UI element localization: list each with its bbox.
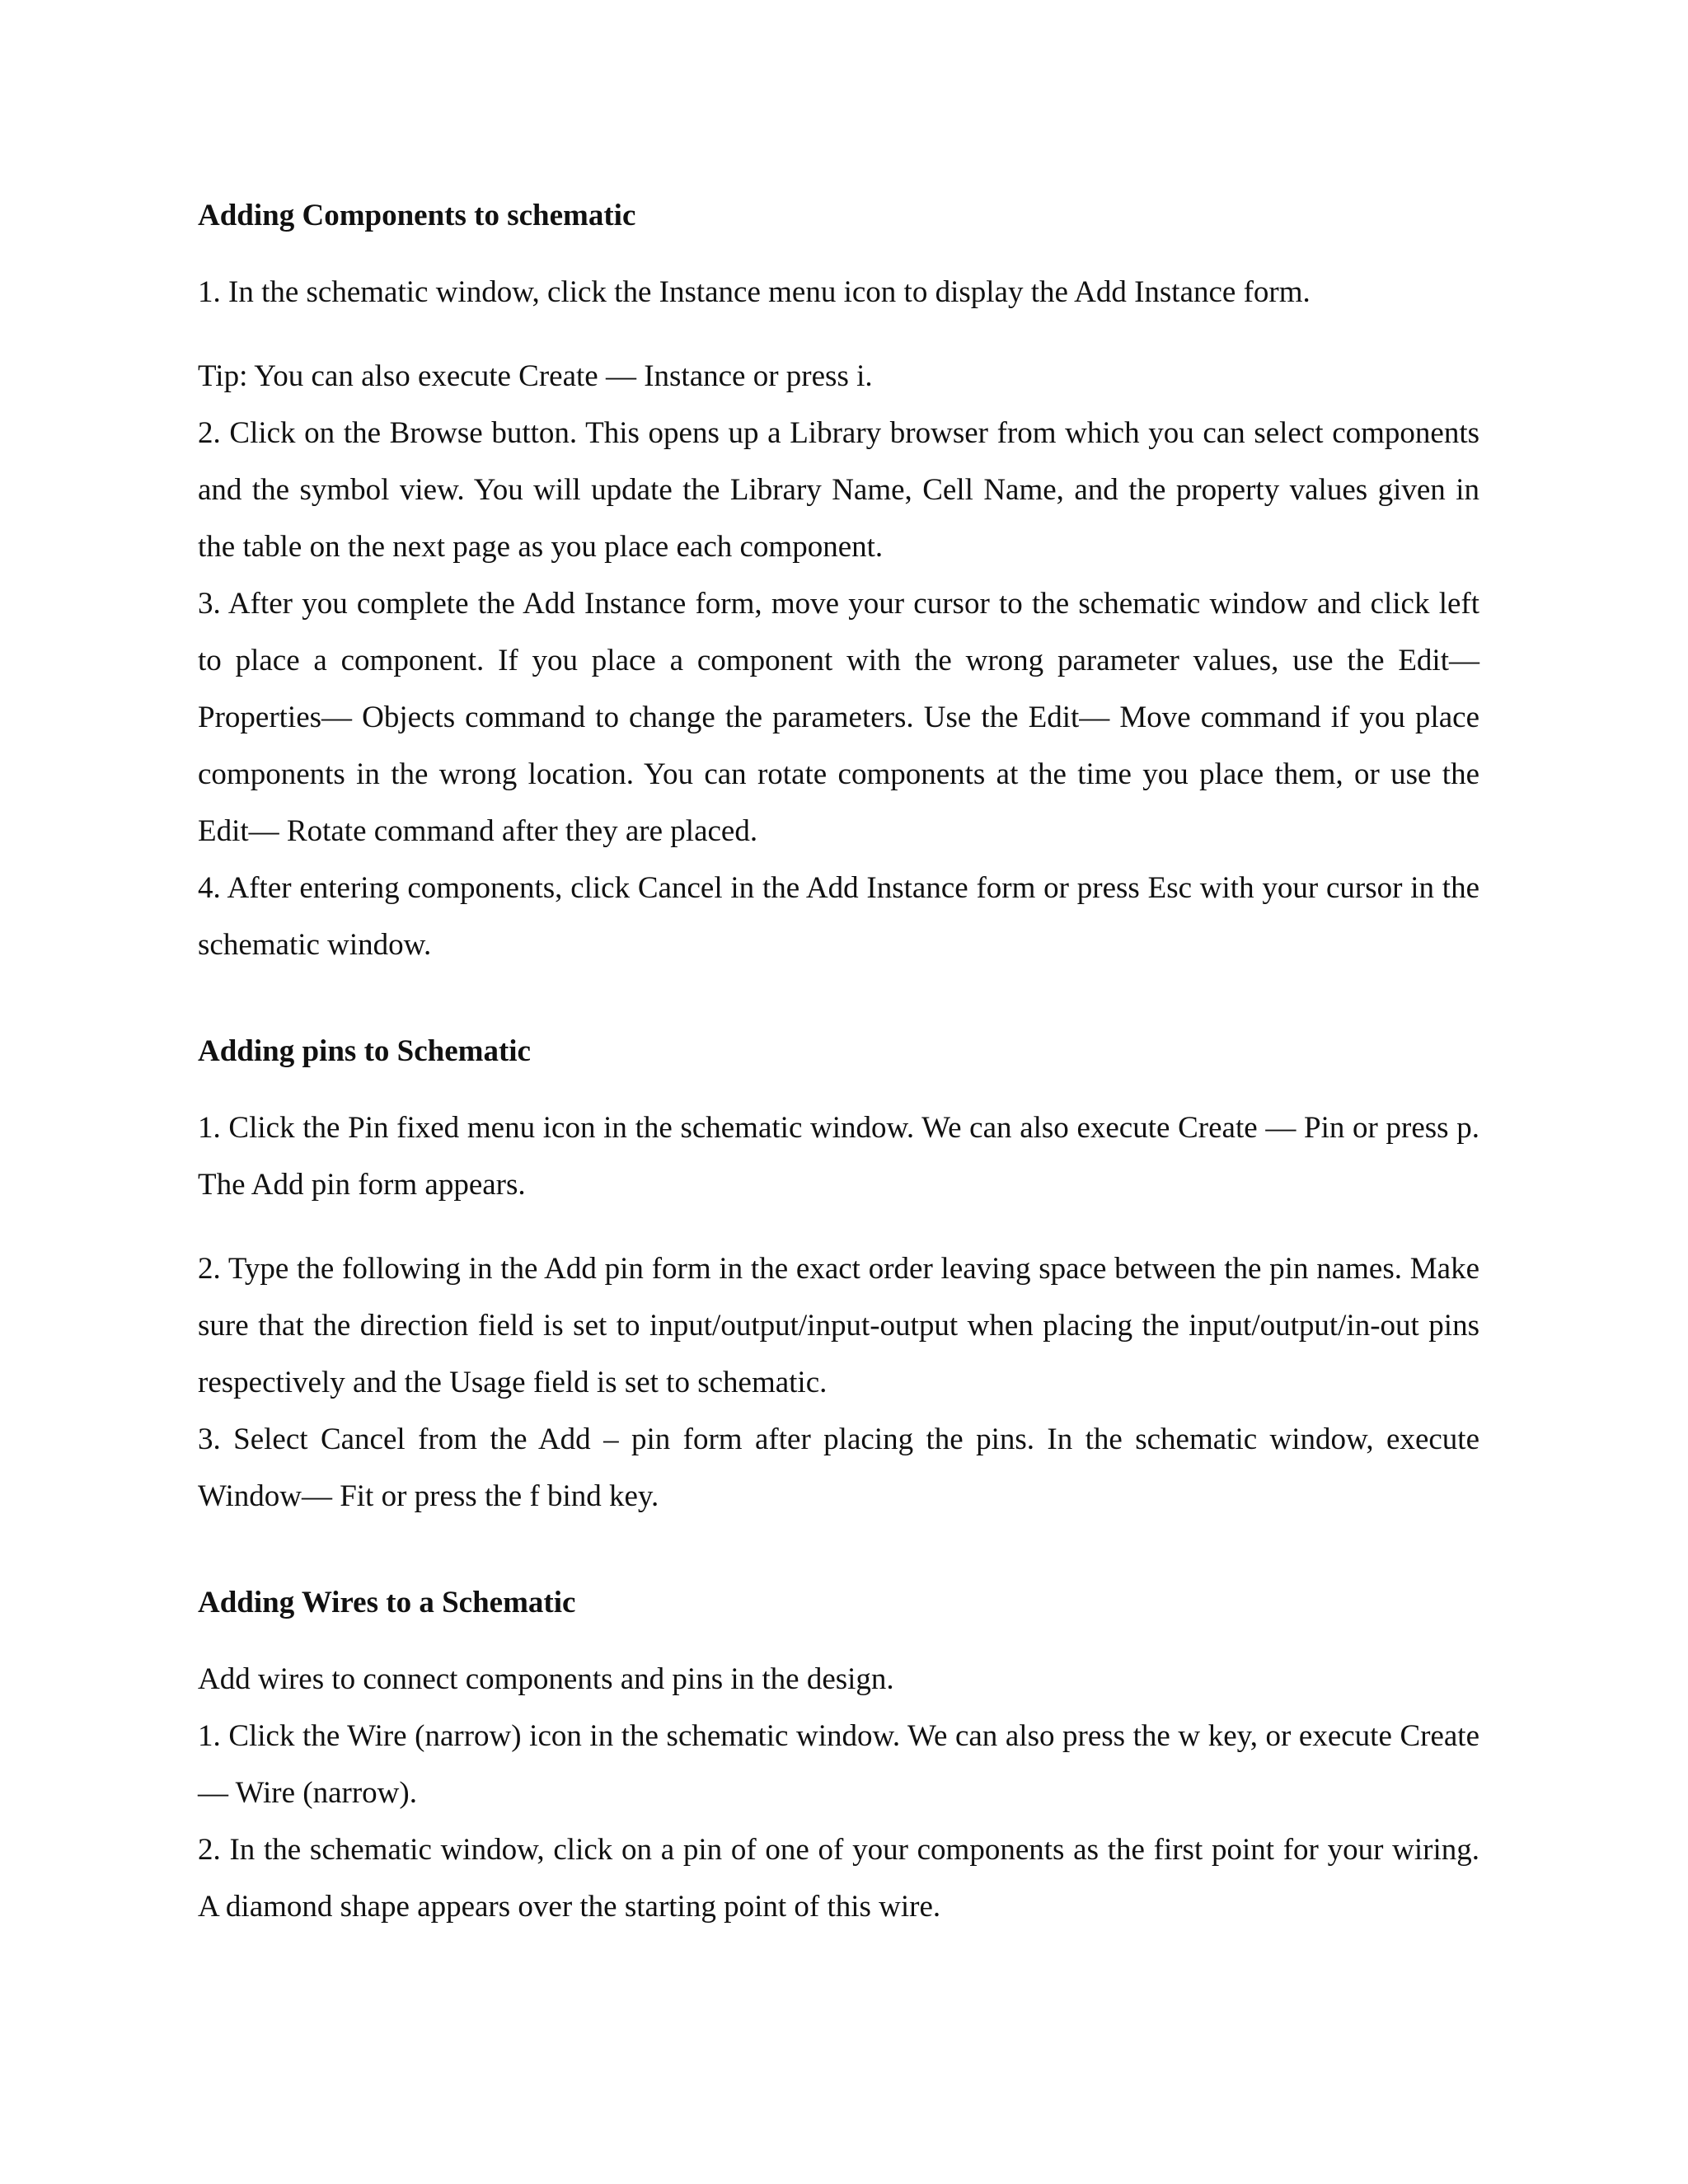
paragraph: 3. Select Cancel from the Add – pin form after placing the pins. In the schematic window, execute Window— Fit or press the f bind key. xyxy=(198,1422,1479,1513)
paragraph: 1. Click the Pin fixed menu icon in the schematic window. We can also execute Create — Pin or press p. The Add pin form appears. xyxy=(198,1111,1479,1202)
paragraph: 2. In the schematic window, click on a pin of one of your components as the first point for your wiring. A diamond shape appears over the starting point of this wire. xyxy=(198,1833,1479,1924)
paragraph: 2. Click on the Browse button. This opens up a Library browser from which you can select components and the symbol view. You will update the Library Name, Cell Name, and the property values given in the table on the next page as you place each component. xyxy=(198,416,1479,564)
section-heading: Adding pins to Schematic xyxy=(198,1034,531,1068)
section-adding-wires xyxy=(198,1581,1479,1935)
paragraph: 1. Click the Wire (narrow) icon in the schematic window. We can also press the w key, or execute Create — Wire (narrow). xyxy=(198,1719,1479,1810)
section-heading: Adding Components to schematic xyxy=(198,199,636,232)
paragraph: 2. Type the following in the Add pin form in the exact order leaving space between the pin names. Make sure that the direction field is set to input/output/input-output when placing the input/output/in-out pins respectively and the Usage field is set to schematic. xyxy=(198,1252,1479,1399)
paragraph: Add wires to connect components and pins in the design. xyxy=(198,1662,894,1696)
section-heading: Adding Wires to a Schematic xyxy=(198,1586,576,1619)
paragraph: 3. After you complete the Add Instance form, move your cursor to the schematic window and click left to place a component. If you place a component with the wrong parameter values, use the Edit—Properties— Objects command to change the parameters. Use the Edit— Move command if you place components in the wrong location. You can rotate components at the time you place them, or use the Edit— Rotate command after they are placed. xyxy=(198,587,1479,848)
paragraph: 1. In the schematic window, click the Instance menu icon to display the Add Instance form. xyxy=(198,275,1311,309)
paragraph: 4. After entering components, click Cancel in the Add Instance form or press Esc with your cursor in the schematic window. xyxy=(198,871,1479,962)
section-adding-components xyxy=(198,194,1479,973)
section-adding-pins xyxy=(198,1029,1479,1525)
paragraph: Tip: You can also execute Create — Instance or press i. xyxy=(198,359,873,393)
document-page xyxy=(198,194,1479,1935)
